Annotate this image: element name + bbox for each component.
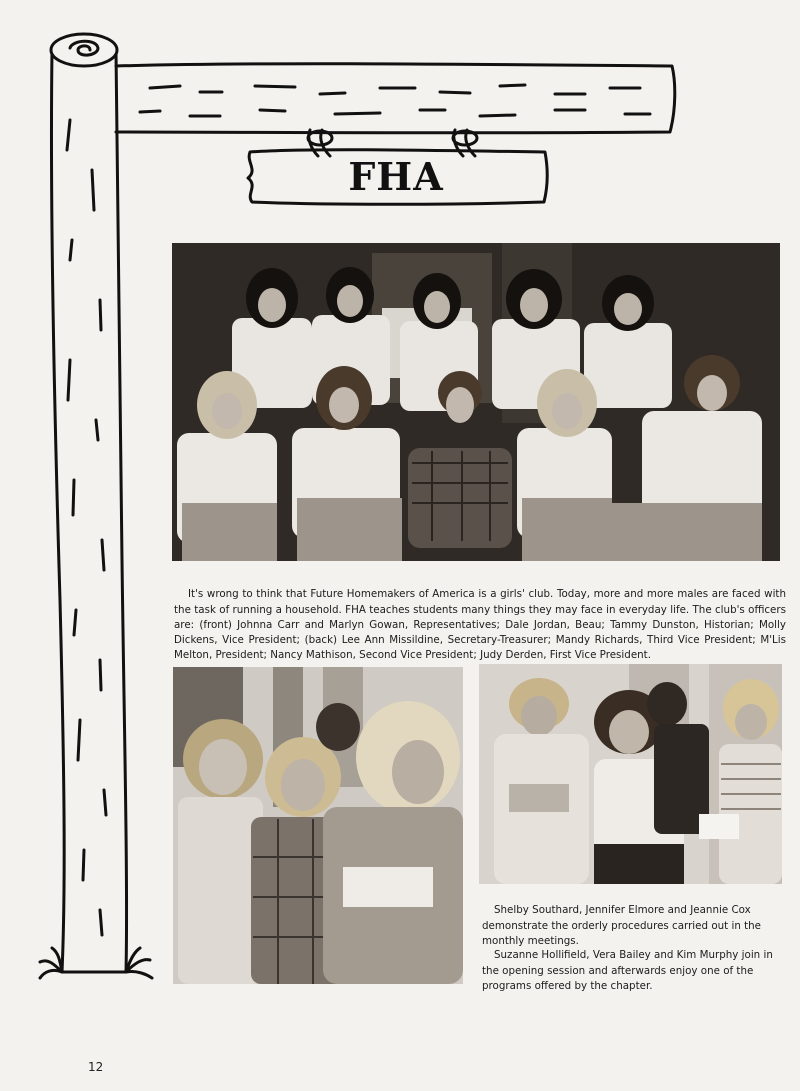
- opening-session-caption: Suzanne Hollifield, Vera Bailey and Kim Murphy join in the opening session and afterwards enjoy one of the programs offered by the chapter.: [482, 949, 773, 992]
- page-title: FHA: [348, 153, 444, 199]
- officers-group-photo: [172, 243, 780, 561]
- students-reading-photo: [173, 667, 463, 984]
- meeting-procedures-photo: [479, 664, 782, 884]
- procedures-caption: Shelby Southard, Jennifer Elmore and Jeannie Cox demonstrate the orderly procedures carried out in the monthly meetings.: [482, 904, 762, 947]
- page-number: 12: [88, 1060, 104, 1074]
- group-photo-caption: It's wrong to think that Future Homemakers of America is a girls' club. Today, more and more males are faced with the task of running a household. FHA teaches students many things they may face in everyday life. The club's officers are: (front) Johnna Carr and Marlyn Gowan, Representatives; Dale Jordan, Beau; Tammy Dunston, Historian; Molly Dickens, Vice President; (back) Lee Ann Missildine, Secretary-Treasurer; Mandy Richards, Third Vice President; M'Lis Melton, President; Nancy Mathison, Second Vice President; Judy Derden, First Vice President.: [174, 588, 786, 662]
